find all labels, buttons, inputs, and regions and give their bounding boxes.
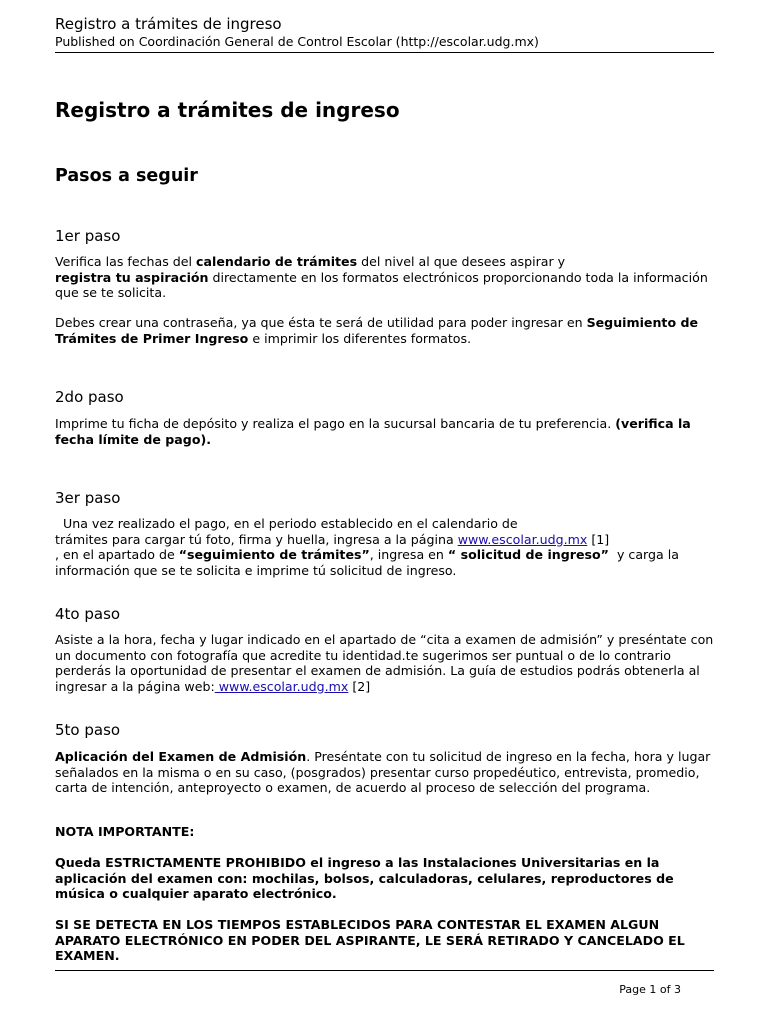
step-4-paragraph: Asiste a la hora, fecha y lugar indicado en el apartado de “cita a examen de admisión” y preséntate con un documento con fotografía que acredite tu identidad.te sugerimos ser puntual o de lo contrario perderás la oportunidad de presentar el examen de admisión. La guía de estudios podrás obtenerla al ingresar a la página web: www.escolar.udg.mx [2]: [55, 632, 714, 694]
step-3-paragraph: Una vez realizado el pago, en el periodo establecido en el calendario de trámites para cargar tú foto, firma y huella, ingresa a la página www.escolar.udg.mx [1] , en el apartado de “seguimiento de trámites”, ingresa en “ solicitud de ingreso” y carga la información que se te solicita e imprime tú solicitud de ingreso.: [55, 516, 683, 578]
step-1-heading: 1er paso: [55, 227, 121, 245]
page-title: Registro a trámites de ingreso: [55, 98, 400, 122]
section-subtitle: Pasos a seguir: [55, 166, 198, 186]
exam-warning: SI SE DETECTA EN LOS TIEMPOS ESTABLECIDOS PARA CONTESTAR EL EXAMEN ALGUN APARATO ELECTRÓNICO EN PODER DEL ASPIRANTE, LE SERÁ RETIRADO Y CANCELADO EL EXAMEN.: [55, 917, 685, 963]
page-number: Page 1 of 3: [619, 983, 681, 996]
nota-importante: NOTA IMPORTANTE:: [55, 824, 195, 839]
step-2-paragraph: Imprime tu ficha de depósito y realiza el pago en la sucursal bancaria de tu preferencia. (verifica la fecha límite de pago).: [55, 416, 691, 447]
step-3-heading: 3er paso: [55, 489, 121, 507]
header-published: Published on Coordinación General de Control Escolar (http://escolar.udg.mx): [55, 34, 539, 49]
footer-divider: [55, 970, 714, 971]
step-5-heading: 5to paso: [55, 721, 121, 739]
escolar-link-1[interactable]: www.escolar.udg.mx: [457, 531, 588, 547]
step-4-heading: 4to paso: [55, 605, 121, 623]
header-divider: [55, 52, 714, 53]
step-2-heading: 2do paso: [55, 388, 124, 406]
prohibition-notice: Queda ESTRICTAMENTE PROHIBIDO el ingreso a las Instalaciones Universitarias en la aplicación del examen con: mochilas, bolsos, calculadoras, celulares, reproductores de música o cualquier aparato electrónico.: [55, 855, 674, 901]
header-title: Registro a trámites de ingreso: [55, 15, 282, 33]
step-1-paragraph-1: Verifica las fechas del calendario de trámites del nivel al que desees aspirar y registra tu aspiración directamente en los formatos electrónicos proporcionando toda la información que se te solicita.: [55, 254, 708, 300]
escolar-link-2[interactable]: www.escolar.udg.mx: [214, 678, 349, 694]
step-5-paragraph: Aplicación del Examen de Admisión. Preséntate con tu solicitud de ingreso en la fecha, hora y lugar señalados en la misma o en su caso, (posgrados) presentar curso propedéutico, entrevista, promedio, carta de intención, anteproyecto o examen, de acuerdo al proceso de selección del programa.: [55, 749, 711, 795]
step-1-paragraph-2: Debes crear una contraseña, ya que ésta te será de utilidad para poder ingresar en Seguimiento de Trámites de Primer Ingreso e imprimir los diferentes formatos.: [55, 315, 699, 346]
